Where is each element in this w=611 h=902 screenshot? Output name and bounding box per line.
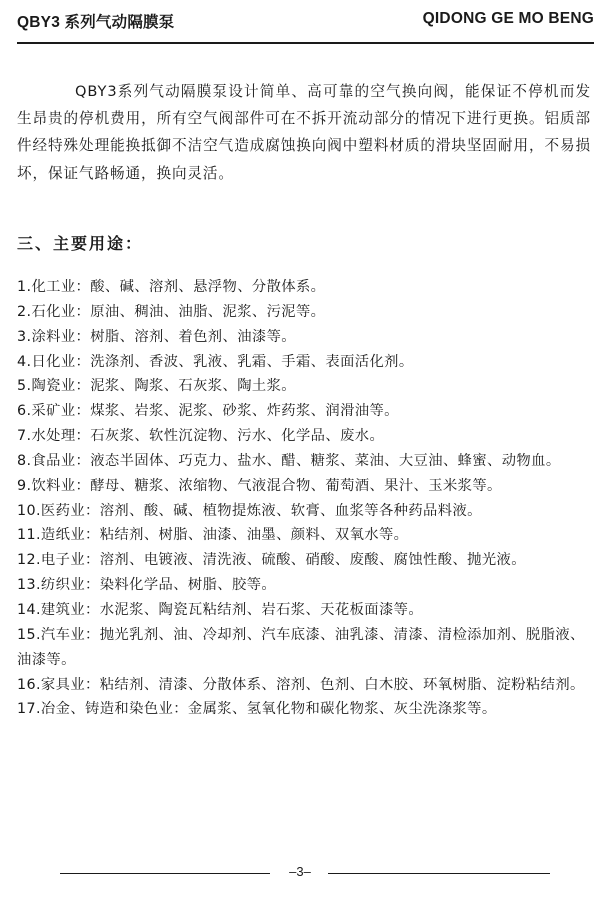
- footer-rule-left: [60, 873, 270, 874]
- list-item: 17.冶金、铸造和染色业：金属浆、氢氧化物和碳化物浆、灰尘洗涤浆等。: [17, 701, 497, 718]
- section-title: 三、主要用途：: [17, 234, 144, 253]
- header-title-right: QIDONG GE MO BENG: [422, 10, 594, 27]
- list-item: 5.陶瓷业：泥浆、陶浆、石灰浆、陶土浆。: [17, 378, 296, 395]
- list-item: 3.涂料业：树脂、溶剂、着色剂、油漆等。: [17, 328, 296, 345]
- list-item: 8.食品业：液态半固体、巧克力、盐水、醋、糖浆、菜油、大豆油、蜂蜜、动物血。: [17, 452, 561, 469]
- header-title-left: QBY3 系列气动隔膜泵: [17, 14, 175, 31]
- page-footer: [0, 866, 611, 880]
- list-item: 15.汽车业：抛光乳剂、油、冷却剂、汽车底漆、油乳漆、清漆、清检添加剂、脱脂液、油漆等。: [17, 626, 585, 668]
- uses-list: [17, 275, 591, 722]
- list-item: 1.化工业：酸、碱、溶剂、悬浮物、分散体系。: [17, 279, 326, 295]
- list-item: 2.石化业：原油、稠油、油脂、泥浆、污泥等。: [17, 303, 326, 320]
- intro-paragraph: QBY3系列气动隔膜泵设计简单、高可靠的空气换向阀，能保证不停机而发生昂贵的停机费用，所有空气阀部件可在不拆开流动部分的情况下进行更换。铝质部件经特殊处理能换抵御不洁空气造成腐蚀换向阀中塑料材质的滑块坚固耐用，不易损坏，保证气路畅通，换向灵活。: [17, 83, 591, 182]
- list-item: 12.电子业：溶剂、电镀液、清洗液、硫酸、硝酸、废酸、腐蚀性酸、抛光液。: [17, 552, 526, 569]
- list-item: 6.采矿业：煤浆、岩浆、泥浆、砂浆、炸药浆、润滑油等。: [17, 403, 399, 420]
- list-item: 7.水处理：石灰浆、软性沉淀物、污水、化学品、废水。: [17, 428, 385, 445]
- list-item: 10.医药业：溶剂、酸、碱、植物提炼液、软膏、血浆等各种药品料液。: [17, 502, 482, 519]
- list-item: 4.日化业：洗涤剂、香波、乳液、乳霜、手霜、表面活化剂。: [17, 353, 414, 370]
- list-item: 14.建筑业：水泥浆、陶瓷瓦粘结剂、岩石浆、天花板面漆等。: [17, 601, 424, 618]
- list-item: 16.家具业：粘结剂、清漆、分散体系、溶剂、色剂、白木胶、环氧树脂、淀粉粘结剂。: [17, 676, 585, 693]
- list-item: 9.饮料业：酵母、糖浆、浓缩物、气液混合物、葡萄酒、果汁、玉米浆等。: [17, 477, 502, 494]
- list-item: 13.纺织业：染料化学品、树脂、胶等。: [17, 577, 277, 594]
- footer-rule-right: [328, 873, 550, 874]
- page-header: [17, 10, 594, 44]
- list-item: 11.造纸业：粘结剂、树脂、油漆、油墨、颜料、双氧水等。: [17, 527, 409, 544]
- page-number: –3–: [289, 864, 311, 879]
